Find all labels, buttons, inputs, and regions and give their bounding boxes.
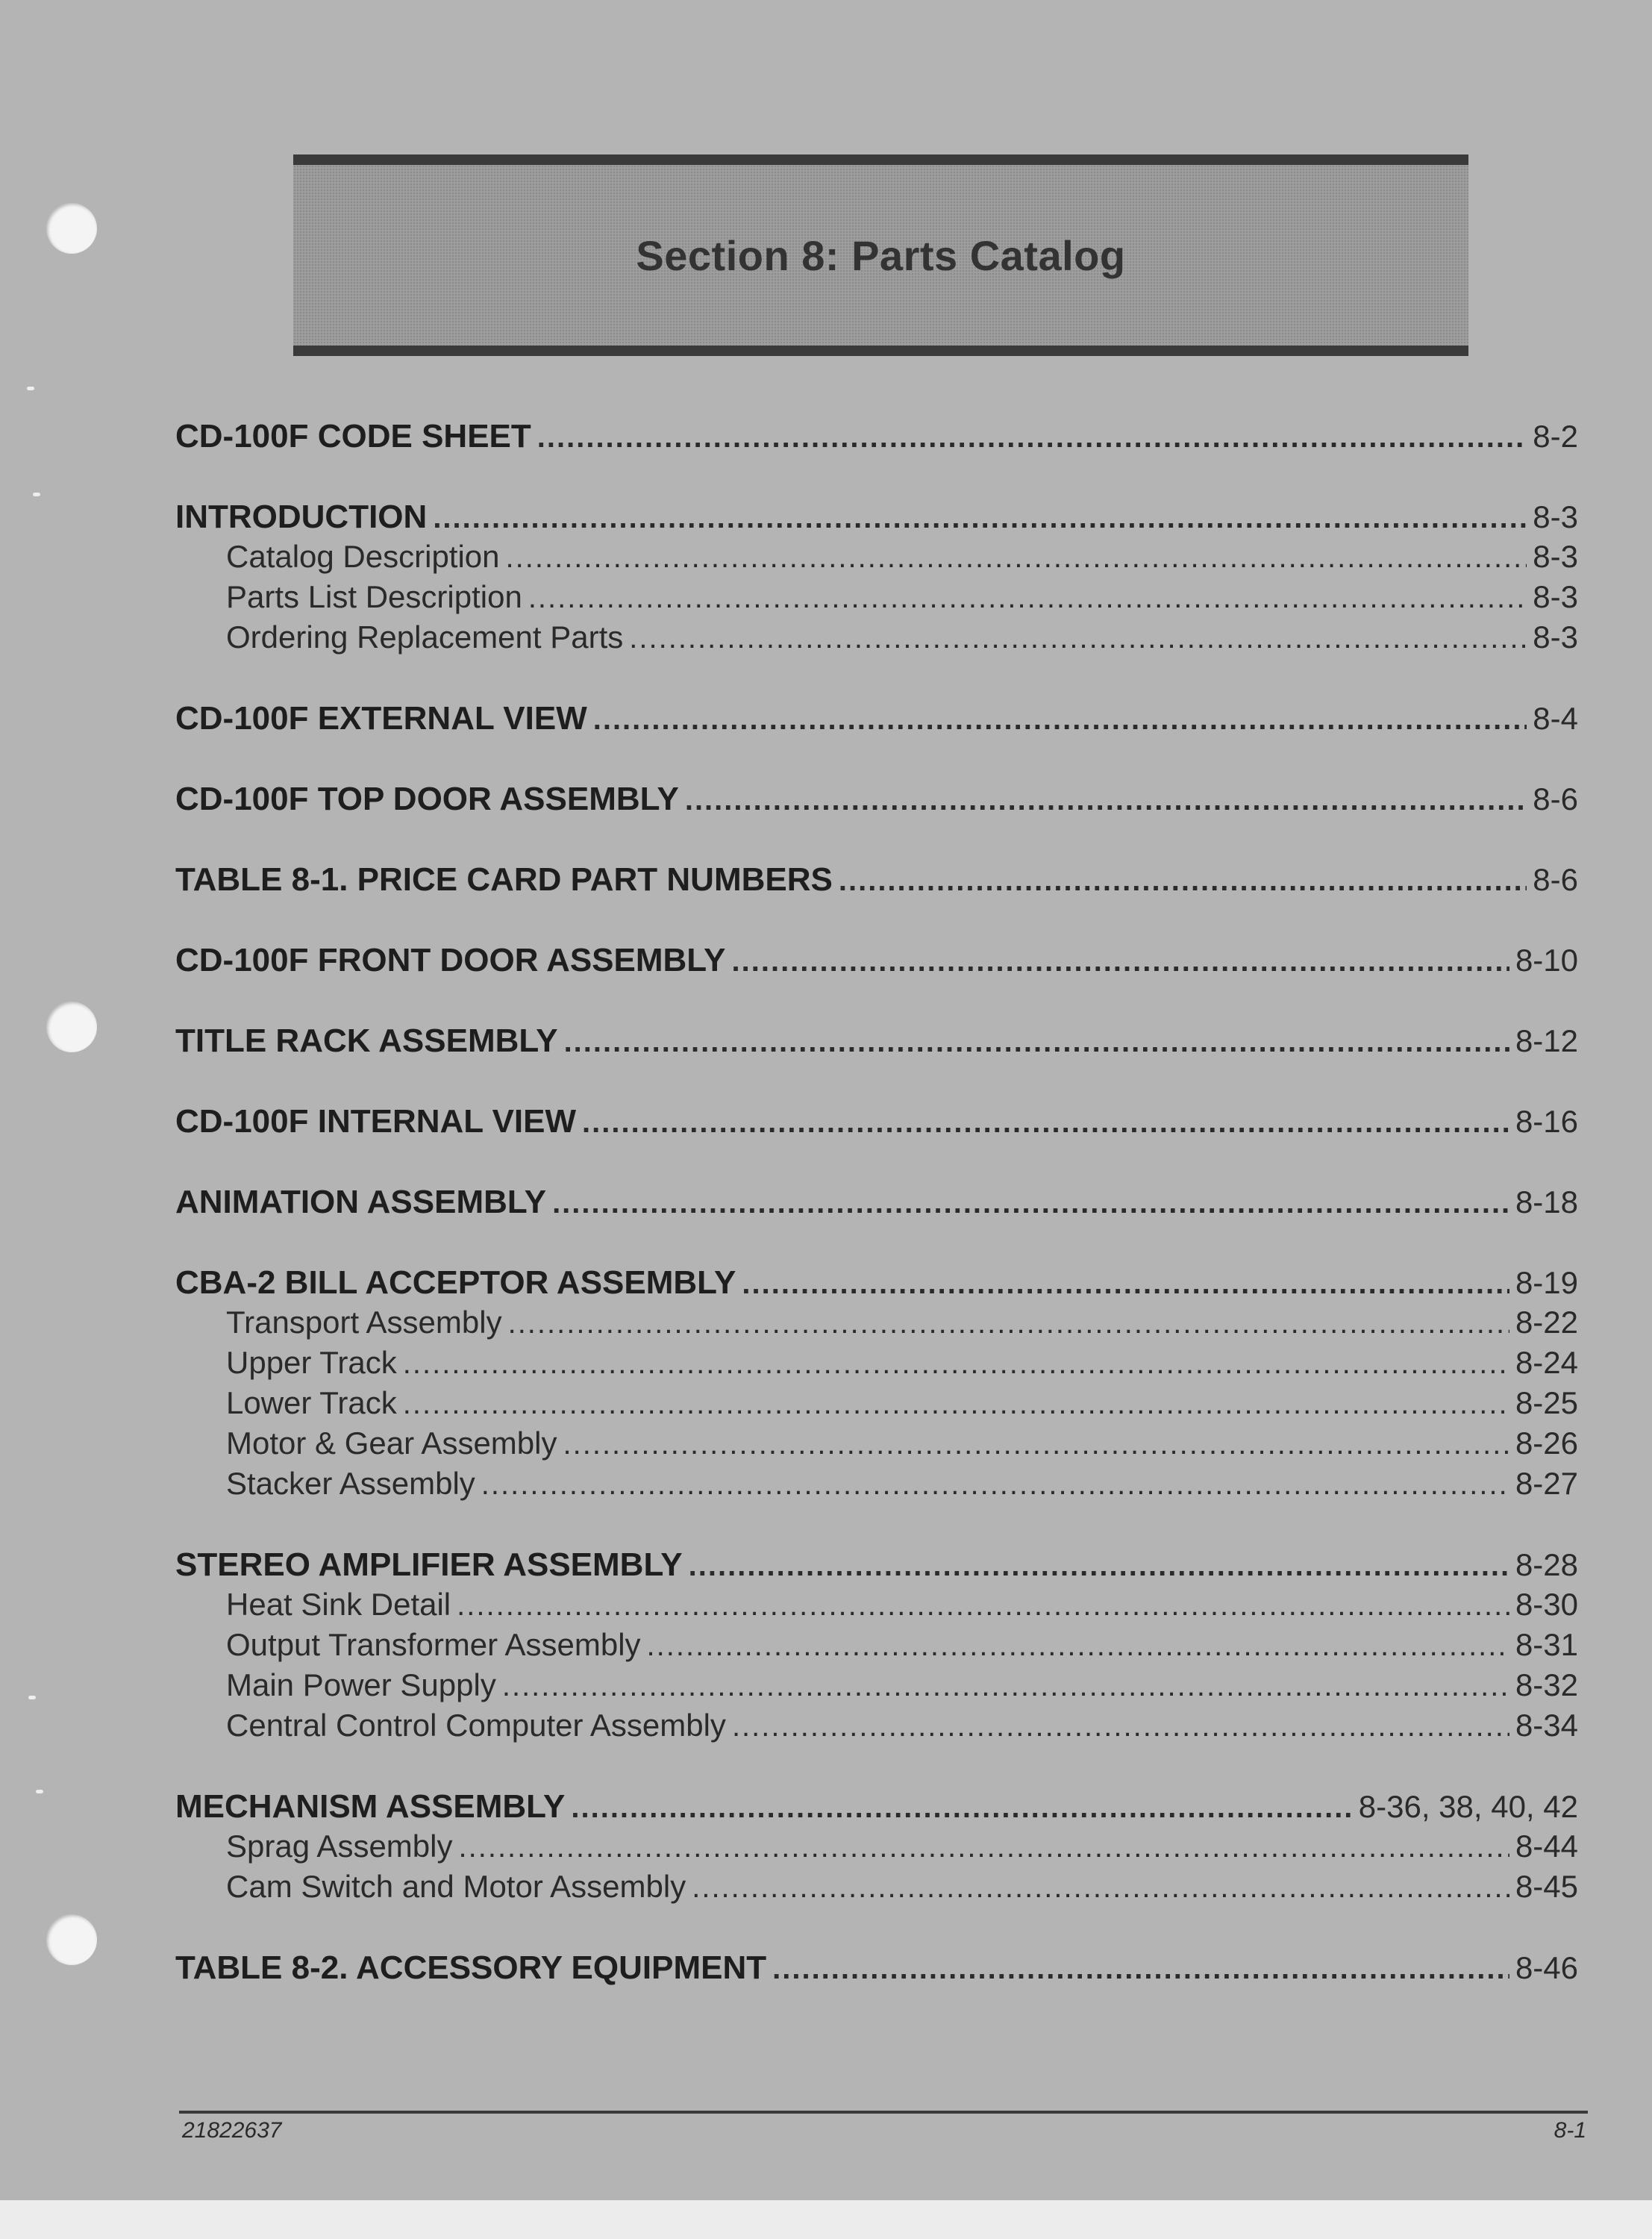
toc-subentry-page: 8-26 [1515, 1425, 1578, 1461]
dot-leader [508, 1307, 1509, 1340]
scan-bottom-margin [0, 2200, 1652, 2239]
toc-entry-page: 8-6 [1533, 781, 1578, 816]
paper-speck [27, 387, 34, 390]
toc-entry-page: 8-12 [1515, 1023, 1578, 1058]
dot-leader [629, 622, 1527, 655]
toc-subentry-page: 8-45 [1515, 1869, 1578, 1904]
toc-entry-page: 8-36, 38, 40, 42 [1358, 1789, 1578, 1824]
paper-speck [33, 493, 40, 496]
toc-entry-title: CBA-2 BILL ACCEPTOR ASSEMBLY [175, 1264, 736, 1301]
toc-subentry-title: Stacker Assembly [226, 1466, 475, 1501]
footer-divider [179, 2111, 1588, 2114]
toc-subentry-page: 8-22 [1515, 1305, 1578, 1340]
toc-entry-page: 8-6 [1533, 862, 1578, 897]
section-title-banner [293, 154, 1468, 356]
toc-subentry-page: 8-24 [1515, 1345, 1578, 1380]
toc-entry [175, 942, 1578, 982]
dot-leader [552, 1187, 1509, 1220]
toc-subentry-page: 8-31 [1515, 1627, 1578, 1662]
toc-entry [175, 1264, 1578, 1305]
dot-leader [403, 1347, 1509, 1381]
toc-entry-page: 8-46 [1515, 1950, 1578, 1985]
toc-group [175, 499, 1578, 660]
toc-entry [175, 1022, 1578, 1063]
dot-leader [692, 1871, 1509, 1905]
toc-entry [175, 1103, 1578, 1143]
toc-entry [175, 1788, 1578, 1829]
dot-leader [647, 1629, 1509, 1663]
toc-entry-title: ANIMATION ASSEMBLY [175, 1184, 547, 1220]
toc-subentry [175, 1385, 1578, 1425]
toc-entry-title: CD-100F TOP DOOR ASSEMBLY [175, 781, 679, 817]
toc-subentry-title: Parts List Description [226, 579, 522, 614]
dot-leader [732, 945, 1509, 978]
toc-subentry-title: Heat Sink Detail [226, 1587, 451, 1622]
toc-entry-title: INTRODUCTION [175, 499, 428, 535]
dot-leader [563, 1428, 1509, 1461]
toc-subentry-title: Sprag Assembly [226, 1829, 453, 1864]
paper-speck [28, 1696, 36, 1699]
toc-group [175, 861, 1578, 902]
toc-subentry-title: Central Control Computer Assembly [226, 1708, 726, 1743]
punch-hole-middle [46, 1002, 97, 1052]
toc-entry-title: MECHANISM ASSEMBLY [175, 1788, 566, 1825]
toc-entry-title: TITLE RACK ASSEMBLY [175, 1022, 558, 1059]
punch-hole-bottom [46, 1914, 97, 1965]
toc-group [175, 1949, 1578, 1990]
dot-leader [564, 1025, 1509, 1059]
toc-entry-page: 8-4 [1533, 701, 1578, 736]
toc-entry-page: 8-19 [1515, 1265, 1578, 1300]
toc-group [175, 1022, 1578, 1063]
toc-subentry-page: 8-32 [1515, 1667, 1578, 1702]
toc-subentry [175, 1305, 1578, 1345]
dot-leader [458, 1831, 1509, 1864]
dot-leader [685, 784, 1527, 817]
punch-hole-top [46, 203, 97, 254]
toc-entry-page: 8-28 [1515, 1547, 1578, 1582]
dot-leader [481, 1468, 1509, 1502]
dot-leader [528, 581, 1527, 615]
toc-entry-title: STEREO AMPLIFIER ASSEMBLY [175, 1546, 683, 1583]
toc-entry [175, 418, 1578, 458]
toc-subentry-title: Cam Switch and Motor Assembly [226, 1869, 686, 1904]
toc-subentry-page: 8-34 [1515, 1708, 1578, 1743]
dot-leader [742, 1267, 1509, 1301]
toc-subentry [175, 579, 1578, 619]
toc-entry-title: TABLE 8-1. PRICE CARD PART NUMBERS [175, 861, 833, 898]
toc-subentry [175, 1829, 1578, 1869]
toc-subentry [175, 619, 1578, 660]
toc-entry-title: CD-100F INTERNAL VIEW [175, 1103, 577, 1140]
dot-leader [502, 1670, 1509, 1703]
toc-subentry-title: Transport Assembly [226, 1305, 502, 1340]
toc-entry-title: CD-100F FRONT DOOR ASSEMBLY [175, 942, 726, 978]
toc-entry [175, 1949, 1578, 1990]
toc-subentry-title: Main Power Supply [226, 1667, 496, 1702]
toc-subentry-title: Lower Track [226, 1385, 397, 1420]
toc-subentry-page: 8-27 [1515, 1466, 1578, 1501]
toc-subentry [175, 1667, 1578, 1708]
toc-group [175, 942, 1578, 982]
toc-entry [175, 781, 1578, 821]
toc-subentry [175, 1345, 1578, 1385]
toc-subentry [175, 1869, 1578, 1909]
toc-entry-page: 8-18 [1515, 1184, 1578, 1220]
toc-entry-title: TABLE 8-2. ACCESSORY EQUIPMENT [175, 1949, 767, 1986]
page-title: Section 8: Parts Catalog [636, 231, 1126, 279]
dot-leader [571, 1791, 1352, 1825]
toc-group [175, 1184, 1578, 1224]
toc-subentry [175, 1425, 1578, 1466]
toc-group [175, 418, 1578, 458]
toc-group [175, 1103, 1578, 1143]
dot-leader [433, 502, 1527, 535]
toc-group [175, 1546, 1578, 1748]
dot-leader [582, 1106, 1509, 1140]
toc-subentry [175, 1627, 1578, 1667]
toc-group [175, 1264, 1578, 1506]
toc-entry [175, 499, 1578, 539]
toc-subentry [175, 1466, 1578, 1506]
dot-leader [593, 703, 1527, 737]
toc-subentry-title: Catalog Description [226, 539, 500, 574]
document-number: 21822637 [182, 2118, 282, 2143]
dot-leader [732, 1710, 1509, 1743]
toc-entry-title: CD-100F EXTERNAL VIEW [175, 700, 587, 737]
toc-entry-page: 8-10 [1515, 943, 1578, 978]
dot-leader [772, 1952, 1509, 1986]
toc-entry [175, 861, 1578, 902]
toc-entry [175, 1546, 1578, 1587]
dot-leader [689, 1549, 1509, 1583]
toc-entry-page: 8-3 [1533, 499, 1578, 534]
toc-entry-title: CD-100F CODE SHEET [175, 418, 531, 455]
toc-subentry [175, 1708, 1578, 1748]
dot-leader [457, 1589, 1509, 1623]
page-number: 8-1 [1554, 2118, 1586, 2143]
toc-subentry-title: Ordering Replacement Parts [226, 619, 624, 655]
toc-subentry [175, 539, 1578, 579]
toc-subentry-page: 8-3 [1533, 619, 1578, 655]
toc-subentry-page: 8-30 [1515, 1587, 1578, 1622]
toc-subentry-title: Upper Track [226, 1345, 397, 1380]
toc-group [175, 781, 1578, 821]
toc-subentry-title: Motor & Gear Assembly [226, 1425, 557, 1461]
dot-leader [506, 541, 1527, 575]
toc-subentry-page: 8-3 [1533, 579, 1578, 614]
toc-subentry [175, 1587, 1578, 1627]
paper-speck [36, 1790, 43, 1793]
toc-group [175, 1788, 1578, 1909]
toc-subentry-page: 8-3 [1533, 539, 1578, 574]
toc-entry [175, 1184, 1578, 1224]
toc-entry-page: 8-2 [1533, 419, 1578, 454]
toc-subentry-page: 8-25 [1515, 1385, 1578, 1420]
dot-leader [403, 1387, 1509, 1421]
toc-subentry-page: 8-44 [1515, 1829, 1578, 1864]
toc-group [175, 700, 1578, 740]
dot-leader [839, 864, 1527, 898]
toc-entry [175, 700, 1578, 740]
table-of-contents [175, 418, 1578, 2030]
toc-entry-page: 8-16 [1515, 1104, 1578, 1139]
dot-leader [537, 421, 1527, 455]
toc-subentry-title: Output Transformer Assembly [226, 1627, 641, 1662]
